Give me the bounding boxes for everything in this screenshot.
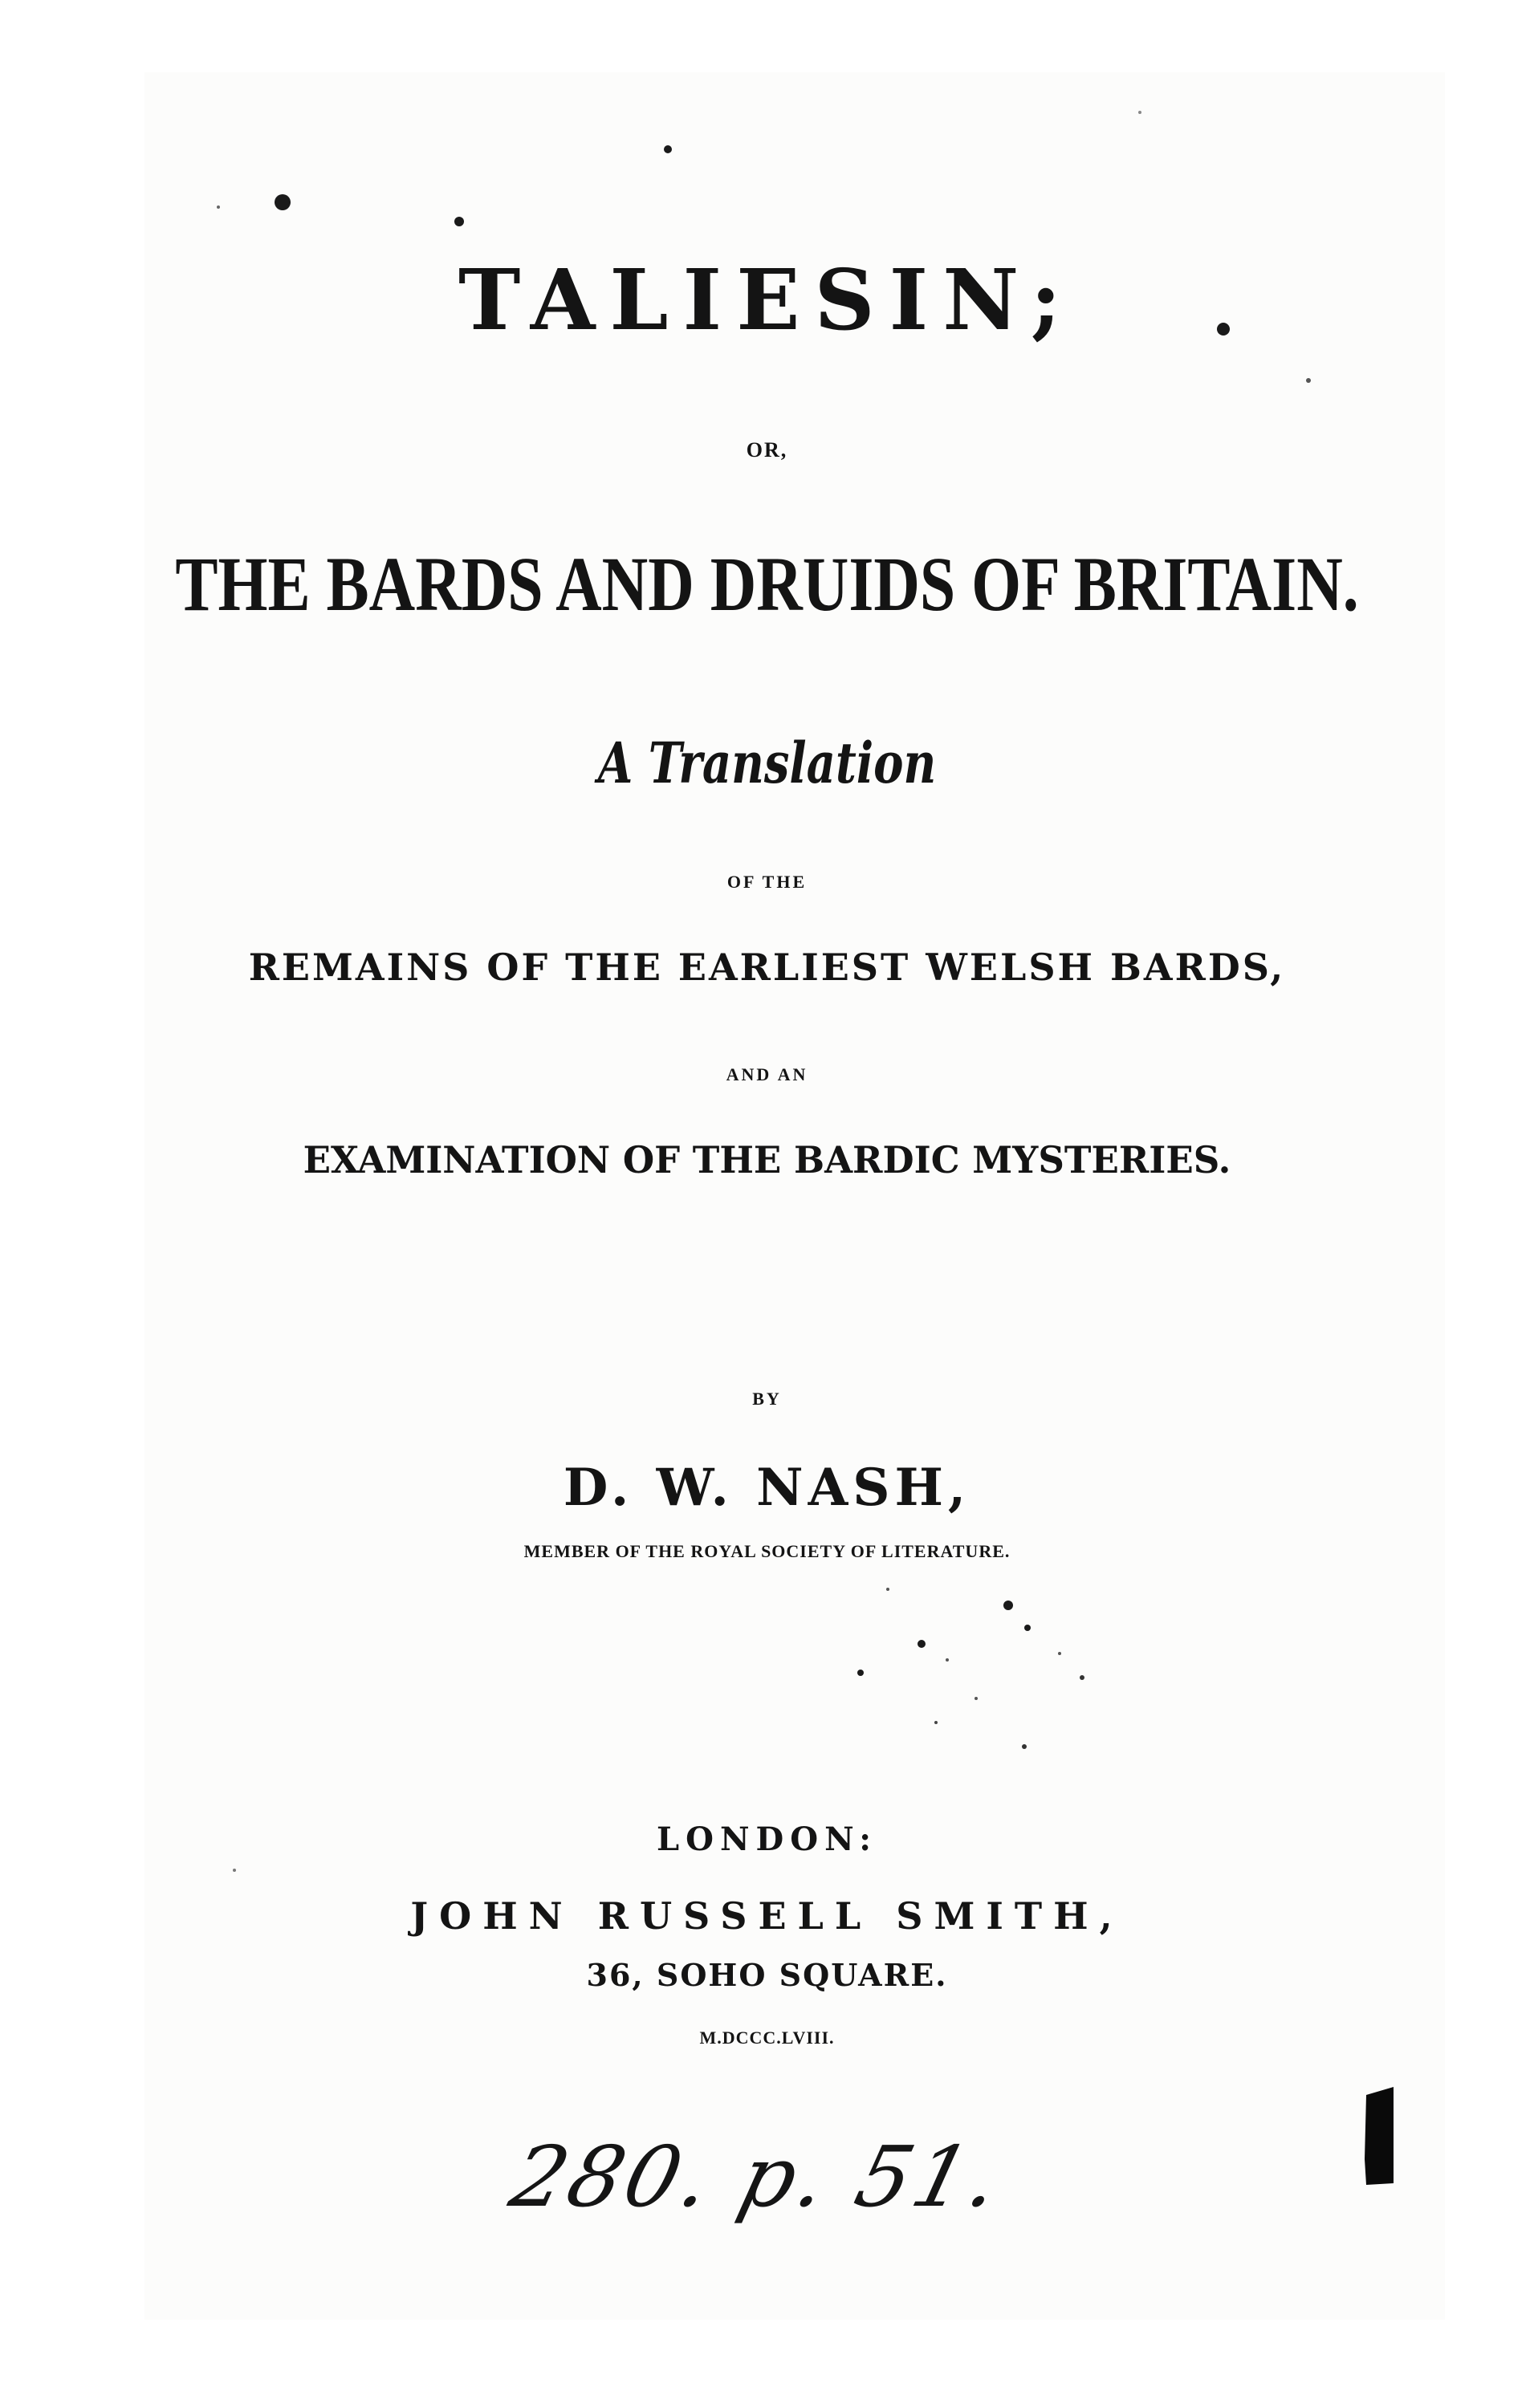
connector-of-the: OF THE: [726, 872, 808, 892]
translation-heading: A Translation: [597, 730, 937, 796]
author-affiliation: MEMBER OF THE ROYAL SOCIETY OF LITERATURE.: [523, 1541, 1011, 1561]
connector-and-an: AND AN: [726, 1064, 808, 1084]
handwritten-shelfmark: 280. p. 51.: [501, 2128, 1013, 2226]
imprint-city: LONDON:: [657, 1820, 877, 1858]
imprint-year: M.DCCC.LVIII.: [699, 2028, 835, 2048]
author-name: D. W. NASH,: [563, 1458, 971, 1518]
description-remains: REMAINS OF THE EARLIEST WELSH BARDS,: [248, 946, 1286, 989]
title-conjunction: OR,: [746, 438, 788, 462]
imprint-address: 36, SOHO SQUARE.: [586, 1957, 948, 1993]
book-subtitle: THE BARDS AND DRUIDS OF BRITAIN.: [175, 541, 1359, 627]
imprint-publisher: JOHN RUSSELL SMITH,: [410, 1894, 1124, 1938]
description-examination: EXAMINATION OF THE BARDIC MYSTERIES.: [303, 1138, 1231, 1182]
byline-label: BY: [752, 1389, 782, 1409]
book-title: TALIESIN;: [458, 250, 1076, 349]
